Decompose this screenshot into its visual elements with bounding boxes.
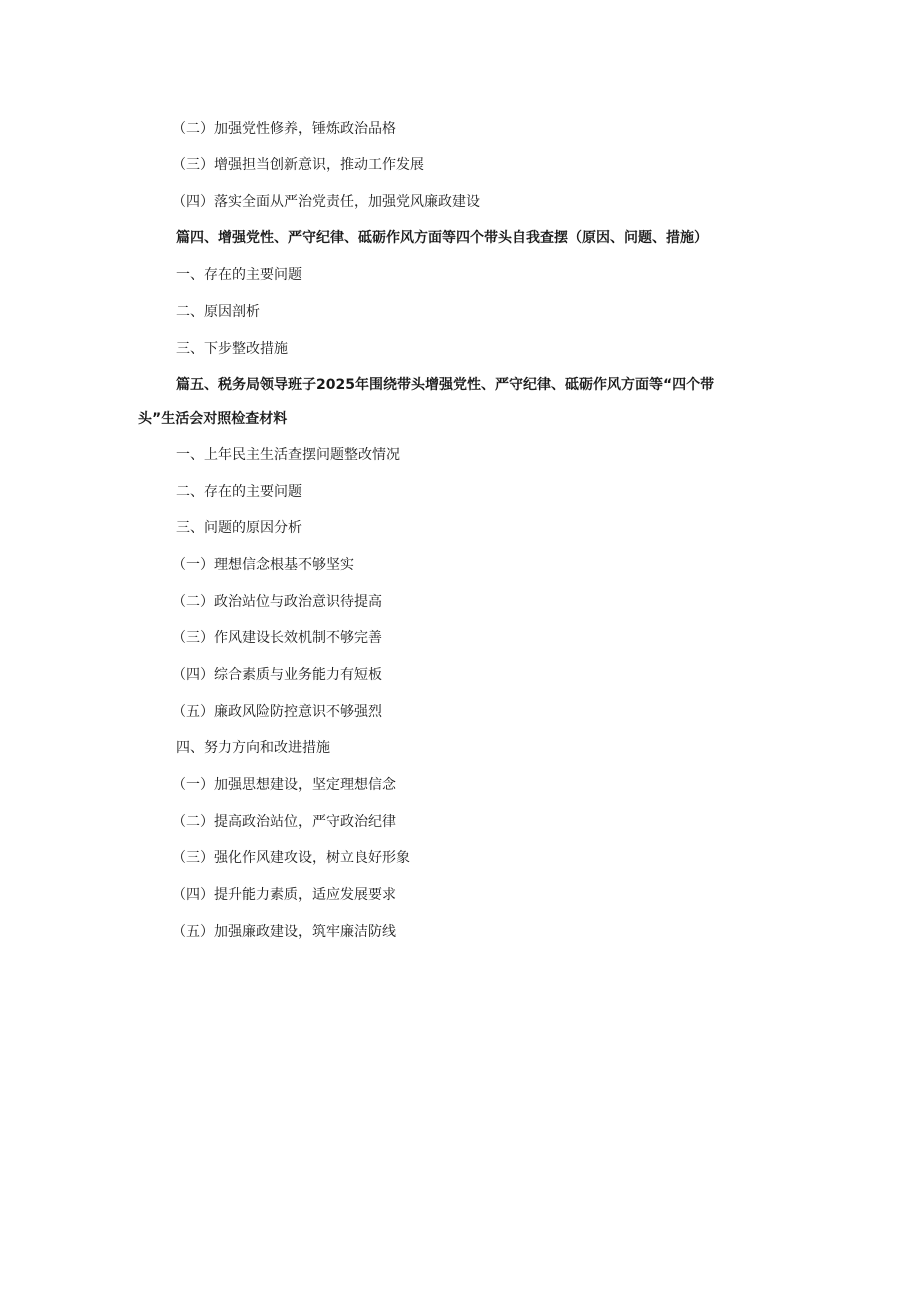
section-item: （二）政治站位与政治意识待提高 <box>172 594 382 610</box>
chapter-heading: 篇四、增强党性、严守纪律、砥砺作风方面等四个带头自我查摆（原因、问题、措施） <box>176 230 708 246</box>
section-heading: 三、问题的原因分析 <box>176 520 302 536</box>
section-item: （三）强化作风建攻设，树立良好形象 <box>172 850 410 866</box>
section-heading: 一、上年民主生活查摆问题整改情况 <box>176 447 400 463</box>
section-item: （一）理想信念根基不够坚实 <box>172 557 354 573</box>
section-heading: 四、努力方向和改进措施 <box>176 740 330 756</box>
section-item: （四）落实全面从严治党责任，加强党风廉政建设 <box>172 194 480 210</box>
section-heading: 二、存在的主要问题 <box>176 484 302 500</box>
section-heading: 一、存在的主要问题 <box>176 267 302 283</box>
section-item: （二）提高政治站位，严守政治纪律 <box>172 814 396 830</box>
section-item: （三）作风建设长效机制不够完善 <box>172 630 382 646</box>
chapter-heading: 篇五、税务局领导班子2025年围绕带头增强党性、严守纪律、砥砺作风方面等“四个带 <box>176 377 715 393</box>
section-heading: 三、下步整改措施 <box>176 341 288 357</box>
section-heading: 二、原因剖析 <box>176 304 260 320</box>
section-item: （一）加强思想建设，坚定理想信念 <box>172 777 396 793</box>
section-item: （四）综合素质与业务能力有短板 <box>172 667 382 683</box>
section-item: （三）增强担当创新意识，推动工作发展 <box>172 157 424 173</box>
section-item: （二）加强党性修养，锤炼政治品格 <box>172 121 396 137</box>
section-item: （五）廉政风险防控意识不够强烈 <box>172 704 382 720</box>
chapter-heading-continued: 头”生活会对照检查材料 <box>138 411 288 427</box>
section-item: （四）提升能力素质，适应发展要求 <box>172 887 396 903</box>
section-item: （五）加强廉政建设，筑牢廉洁防线 <box>172 924 396 940</box>
